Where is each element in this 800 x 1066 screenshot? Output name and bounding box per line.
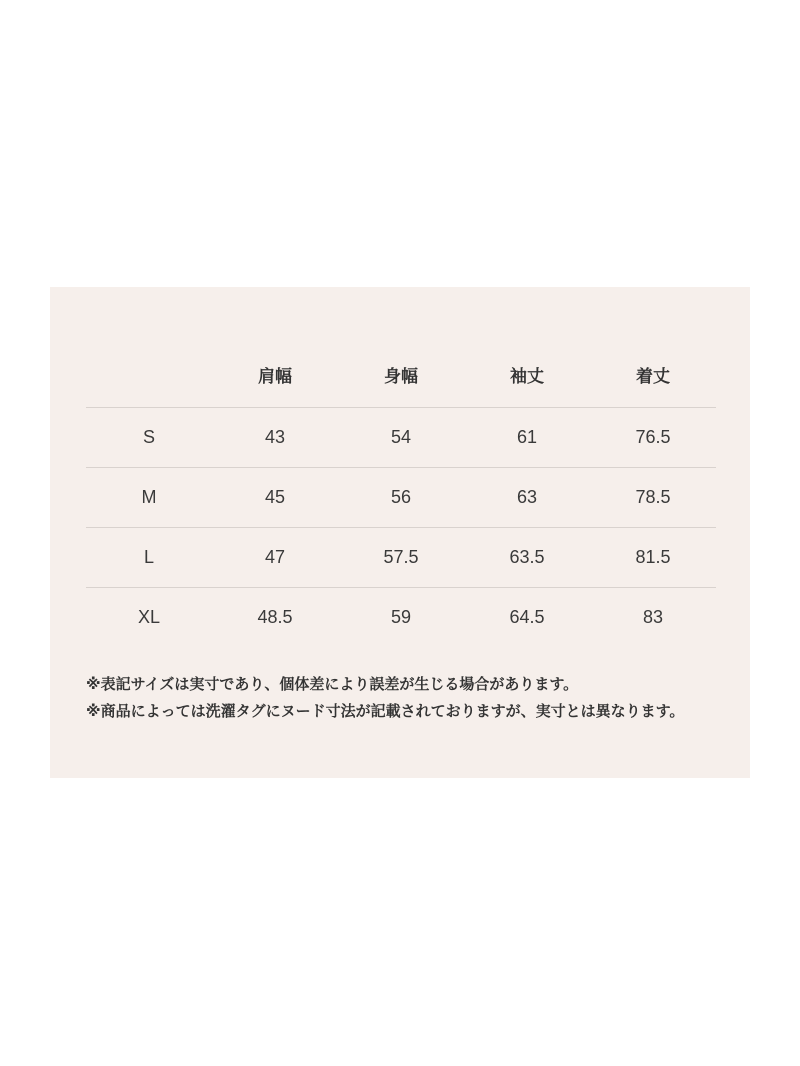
body-width-value: 56: [338, 468, 464, 528]
body-width-value: 59: [390, 607, 412, 627]
shoulder-width-value: 48.5: [257, 607, 293, 627]
header-total-length: 着丈: [590, 344, 716, 408]
total-length-value: 76.5: [590, 408, 716, 468]
table-row: [86, 528, 716, 588]
body-width-value: 54: [338, 408, 464, 468]
sleeve-length-value: 64.5: [509, 607, 545, 627]
total-length-value: 78.5: [590, 468, 716, 528]
body-width-value: 57.5: [338, 528, 464, 588]
size-chart-card: [50, 287, 750, 778]
header-size: [86, 344, 212, 408]
size-label: L: [86, 528, 212, 588]
header-body-width: 身幅: [338, 344, 464, 408]
table-header-row: [86, 344, 716, 408]
shoulder-width-value: 45: [212, 468, 338, 528]
shoulder-width-value: 43: [212, 408, 338, 468]
header-shoulder-width: 肩幅: [212, 344, 338, 408]
sleeve-length-value: 63: [464, 468, 590, 528]
size-label: XL: [137, 607, 161, 627]
sleeve-length-value: 63.5: [464, 528, 590, 588]
note-care-tag-sizes: ※商品によっては洗濯タグにヌード寸法が記載されておりますが、実寸とは異なります。: [86, 702, 685, 720]
total-length-value: 81.5: [590, 528, 716, 588]
shoulder-width-value: 47: [212, 528, 338, 588]
header-sleeve-length: 袖丈: [464, 344, 590, 408]
sleeve-length-value: 61: [464, 408, 590, 468]
size-label: M: [86, 468, 212, 528]
size-notes: [86, 671, 726, 725]
total-length-value: 83: [642, 607, 664, 627]
note-measurement-variance: ※表記サイズは実寸であり、個体差により誤差が生じる場合があります。: [86, 675, 579, 693]
table-row: [86, 408, 716, 468]
table-row: [86, 588, 716, 648]
size-label: S: [86, 408, 212, 468]
size-table: [86, 344, 716, 647]
table-row: [86, 468, 716, 528]
